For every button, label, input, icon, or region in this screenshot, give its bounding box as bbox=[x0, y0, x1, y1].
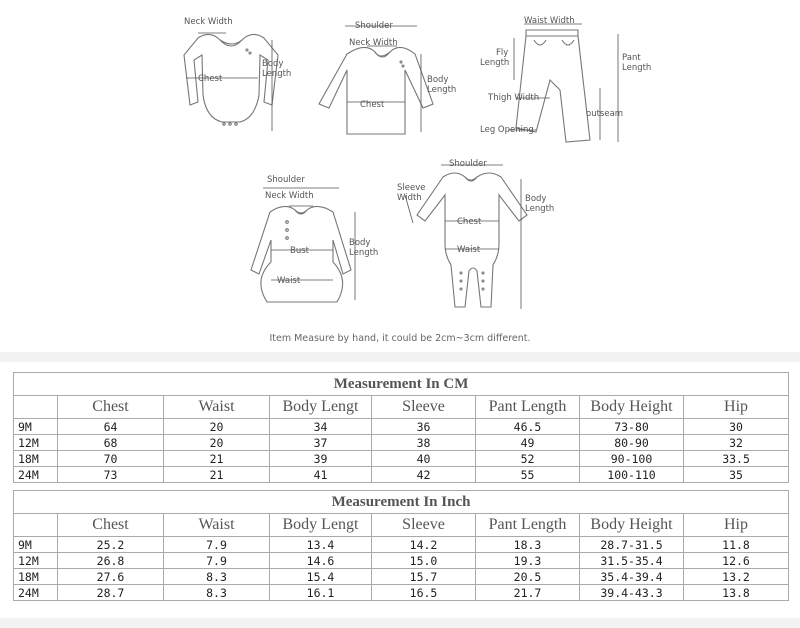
table-cell: 16.1 bbox=[270, 585, 372, 601]
romper-length-label: Body Length bbox=[525, 194, 555, 214]
romper-waist-label: Waist bbox=[457, 245, 481, 255]
bodysuit-diagram bbox=[160, 10, 300, 135]
table-cell: 14.6 bbox=[270, 553, 372, 569]
section-divider bbox=[0, 352, 800, 362]
table-cell: 21 bbox=[164, 451, 270, 467]
table-cell: 12.6 bbox=[684, 553, 789, 569]
table-cell: 28.7-31.5 bbox=[580, 537, 684, 553]
table-cell: 13.2 bbox=[684, 569, 789, 585]
table-cell: 55 bbox=[476, 467, 580, 483]
bottom-divider bbox=[0, 618, 800, 628]
table-row bbox=[14, 553, 789, 569]
pants-pant-label: Pant Length bbox=[622, 53, 652, 73]
cm-table bbox=[13, 372, 789, 483]
cm-header-hip: Hip bbox=[684, 396, 789, 419]
cm-header-waist: Waist bbox=[164, 396, 270, 419]
table-cell: 7.9 bbox=[164, 553, 270, 569]
table-cell: 40 bbox=[372, 451, 476, 467]
table-cell: 20 bbox=[164, 435, 270, 451]
table-cell: 21.7 bbox=[476, 585, 580, 601]
table-cell: 14.2 bbox=[372, 537, 476, 553]
table-row bbox=[14, 569, 789, 585]
inch-header-sleeve: Sleeve bbox=[372, 514, 476, 537]
table-cell: 15.4 bbox=[270, 569, 372, 585]
pants-diagram bbox=[478, 10, 653, 150]
table-cell: 100-110 bbox=[580, 467, 684, 483]
table-cell: 31.5-35.4 bbox=[580, 553, 684, 569]
table-cell: 70 bbox=[58, 451, 164, 467]
shirt-diagram bbox=[305, 12, 470, 137]
table-cell: 20 bbox=[164, 419, 270, 435]
table-cell: 20.5 bbox=[476, 569, 580, 585]
table-cell: 37 bbox=[270, 435, 372, 451]
cm-header-row bbox=[14, 396, 789, 419]
table-cell: 35 bbox=[684, 467, 789, 483]
table-cell: 21 bbox=[164, 467, 270, 483]
table-cell: 33.5 bbox=[684, 451, 789, 467]
inch-header-body-height: Body Height bbox=[580, 514, 684, 537]
table-cell: 28.7 bbox=[58, 585, 164, 601]
cm-header-body-height: Body Height bbox=[580, 396, 684, 419]
table-cell: 34 bbox=[270, 419, 372, 435]
cm-header-size bbox=[14, 396, 58, 419]
pants-waist-label: Waist Width bbox=[524, 16, 575, 26]
romper-chest-label: Chest bbox=[457, 217, 482, 227]
pants-leg-label: Leg Opening bbox=[480, 125, 534, 135]
table-cell: 73 bbox=[58, 467, 164, 483]
table-cell: 68 bbox=[58, 435, 164, 451]
table-cell: 36 bbox=[372, 419, 476, 435]
table-cell: 26.8 bbox=[58, 553, 164, 569]
table-cell: 13.4 bbox=[270, 537, 372, 553]
table-cell: 19.3 bbox=[476, 553, 580, 569]
table-row bbox=[14, 435, 789, 451]
size-cell: 24M bbox=[14, 585, 58, 601]
size-cell: 18M bbox=[14, 451, 58, 467]
table-cell: 15.0 bbox=[372, 553, 476, 569]
table-row bbox=[14, 451, 789, 467]
cm-table-title: Measurement In CM bbox=[14, 373, 789, 396]
bodysuit-length-label: Body Length bbox=[262, 59, 292, 79]
table-cell: 15.7 bbox=[372, 569, 476, 585]
cm-header-pant-length: Pant Length bbox=[476, 396, 580, 419]
table-cell: 27.6 bbox=[58, 569, 164, 585]
cm-header-sleeve: Sleeve bbox=[372, 396, 476, 419]
table-cell: 35.4-39.4 bbox=[580, 569, 684, 585]
table-cell: 49 bbox=[476, 435, 580, 451]
inch-table bbox=[13, 490, 789, 601]
table-cell: 8.3 bbox=[164, 569, 270, 585]
romper-sleeve-label: Sleeve Width bbox=[397, 183, 426, 203]
pants-outseam-label: outseam bbox=[586, 109, 624, 119]
cm-header-body-length: Body Lengt bbox=[270, 396, 372, 419]
table-cell: 25.2 bbox=[58, 537, 164, 553]
inch-header-chest: Chest bbox=[58, 514, 164, 537]
table-row bbox=[14, 419, 789, 435]
dress-neck-label: Neck Width bbox=[265, 191, 314, 201]
table-row bbox=[14, 467, 789, 483]
inch-header-size bbox=[14, 514, 58, 537]
inch-table-title: Measurement In Inch bbox=[14, 491, 789, 514]
table-row bbox=[14, 585, 789, 601]
size-cell: 12M bbox=[14, 553, 58, 569]
table-cell: 39.4-43.3 bbox=[580, 585, 684, 601]
table-cell: 8.3 bbox=[164, 585, 270, 601]
size-cell: 18M bbox=[14, 569, 58, 585]
inch-header-waist: Waist bbox=[164, 514, 270, 537]
table-cell: 41 bbox=[270, 467, 372, 483]
table-cell: 46.5 bbox=[476, 419, 580, 435]
table-cell: 30 bbox=[684, 419, 789, 435]
inch-header-body-length: Body Lengt bbox=[270, 514, 372, 537]
bodysuit-neck-label: Neck Width bbox=[184, 17, 233, 27]
dress-waist-label: Waist bbox=[277, 276, 301, 286]
inch-header-row bbox=[14, 514, 789, 537]
table-cell: 18.3 bbox=[476, 537, 580, 553]
dress-length-label: Body Length bbox=[349, 238, 379, 258]
romper-shoulder-label: Shoulder bbox=[449, 159, 487, 169]
size-cell: 24M bbox=[14, 467, 58, 483]
table-cell: 32 bbox=[684, 435, 789, 451]
table-cell: 38 bbox=[372, 435, 476, 451]
table-cell: 73-80 bbox=[580, 419, 684, 435]
pants-thigh-label: Thigh Width bbox=[488, 93, 540, 103]
pants-fly-label: Fly Length bbox=[480, 48, 510, 68]
table-cell: 52 bbox=[476, 451, 580, 467]
shirt-chest-label: Chest bbox=[360, 100, 385, 110]
size-cell: 9M bbox=[14, 537, 58, 553]
dress-bust-label: Bust bbox=[290, 246, 309, 256]
cm-header-chest: Chest bbox=[58, 396, 164, 419]
table-cell: 64 bbox=[58, 419, 164, 435]
shirt-neck-label: Neck Width bbox=[349, 38, 398, 48]
romper-diagram bbox=[395, 155, 565, 320]
measure-note: Item Measure by hand, it could be 2cm~3cm different. bbox=[269, 333, 531, 344]
size-cell: 9M bbox=[14, 419, 58, 435]
table-cell: 39 bbox=[270, 451, 372, 467]
table-cell: 11.8 bbox=[684, 537, 789, 553]
bodysuit-chest-label: Chest bbox=[198, 74, 223, 84]
table-cell: 42 bbox=[372, 467, 476, 483]
inch-header-pant-length: Pant Length bbox=[476, 514, 580, 537]
inch-header-hip: Hip bbox=[684, 514, 789, 537]
shirt-length-label: Body Length bbox=[427, 75, 457, 95]
table-cell: 7.9 bbox=[164, 537, 270, 553]
size-cell: 12M bbox=[14, 435, 58, 451]
table-row bbox=[14, 537, 789, 553]
table-cell: 13.8 bbox=[684, 585, 789, 601]
dress-diagram bbox=[215, 170, 385, 320]
dress-shoulder-label: Shoulder bbox=[267, 175, 305, 185]
shirt-shoulder-label: Shoulder bbox=[355, 21, 393, 31]
table-cell: 16.5 bbox=[372, 585, 476, 601]
table-cell: 80-90 bbox=[580, 435, 684, 451]
table-cell: 90-100 bbox=[580, 451, 684, 467]
